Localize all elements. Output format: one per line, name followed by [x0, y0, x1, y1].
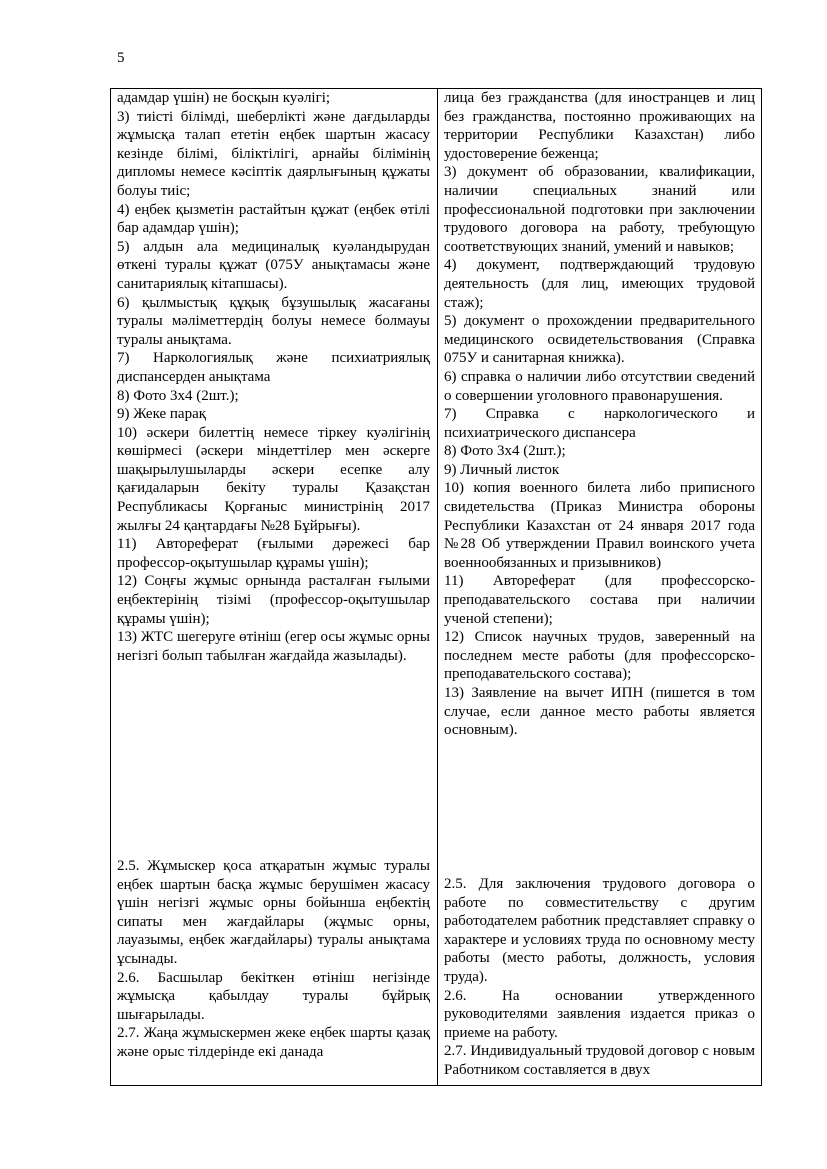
russian-paragraph: 7) Справка с наркологического и психиатрического диспансера [444, 406, 755, 441]
kazakh-paragraph: адамдар үшін) не босқын куәлігі; [117, 90, 331, 106]
kazakh-paragraph: 13) ЖТС шегеруге өтініш (егер осы жұмыс орны негізгі болып табылған жағдайда жазылады). [117, 629, 430, 664]
kazakh-section-2 [117, 857, 430, 1062]
kazakh-clause: 2.7. Жаңа жұмыскермен жеке еңбек шарты қазақ және орыс тілдерінде екі данада [117, 1025, 430, 1060]
russian-paragraph: 12) Список научных трудов, заверенный на последнем месте работы (для профессорско-преподавательского состава); [444, 629, 755, 683]
column-divider [437, 89, 438, 1085]
page-number: 5 [117, 50, 125, 66]
russian-paragraph: лица без гражданства (для иностранцев и лиц без гражданства, постоянно проживающих на территории Республики Казахстан) либо удостоверение беженца; [444, 90, 755, 162]
russian-list [444, 89, 755, 740]
bilingual-table [110, 88, 762, 1086]
russian-paragraph: 4) документ, подтверждающий трудовую деятельность (для лиц, имеющих трудовой стаж); [444, 257, 755, 311]
russian-paragraph: 10) копия военного билета либо приписного свидетельства (Приказ Министра обороны Республики Казахстан от 24 января 2017 года №28 Об утверждении Правил воинского учета военнообязанных и призывников) [444, 480, 755, 571]
kazakh-clause: 2.5. Жұмыскер қоса атқаратын жұмыс туралы еңбек шартын басқа жұмыс берушімен жасасу үшін негізгі жұмыс орны бойынша еңбектің сипаты мен жағдайлары (жұмыс орны, лауазымы, еңбек жағдайлары) туралы анықтама ұсынады. [117, 858, 430, 967]
kazakh-paragraph: 3) тиісті білімді, шеберлікті және дағдыларды жұмысқа талап ететін еңбек шартын жасасу кезінде білімі, біліктілігі, арнайы білімінің дипломы немесе кәсіптік даярлығының құжаты болуы тиіс; [117, 108, 430, 199]
kazakh-paragraph: 5) алдын ала медициналық куәландырудан өткені туралы құжат (075У анықтамасы және санитариялық кітапшасы). [117, 238, 430, 292]
russian-paragraph: 9) Личный листок [444, 461, 560, 478]
russian-paragraph: 8) Фото 3х4 (2шт.); [444, 443, 566, 460]
russian-clause: 2.7. Индивидуальный трудовой договор с новым Работником составляется в двух [444, 1043, 755, 1078]
kazakh-paragraph: 6) қылмыстық құқық бұзушылық жасағаны туралы мәліметтердің болуы немесе болмауы туралы анықтама. [117, 294, 430, 348]
russian-column [444, 89, 755, 1078]
kazakh-paragraph: 4) еңбек қызметін растайтын құжат (еңбек өтілі бар адамдар үшін); [117, 201, 430, 237]
kazakh-paragraph: 8) Фото 3х4 (2шт.); [117, 387, 239, 404]
kazakh-paragraph: 9) Жеке парақ [117, 406, 207, 423]
russian-paragraph: 13) Заявление на вычет ИПН (пишется в том случае, если данное место работы является основным). [444, 685, 755, 739]
russian-paragraph: 6) справка о наличии либо отсутствии сведений о совершении уголовного правонарушения. [444, 368, 755, 404]
kazakh-paragraph: 12) Соңғы жұмыс орнында расталған ғылыми еңбектерінің тізімі (профессор-оқытушылар құрамы үшін); [117, 573, 430, 627]
russian-paragraph: 11) Автореферат (для профессорско-преподавательского состава при наличии ученой степени); [444, 573, 755, 627]
russian-paragraph: 3) документ об образовании, квалификации, наличии специальных знаний или профессиональной подготовки при заключении трудового договора на работу, требующую соответствующих знаний, умений и навыков; [444, 164, 755, 255]
russian-paragraph: 5) документ о прохождении предварительного медицинского освидетельствования (Справка 075У и санитарная книжка). [444, 313, 755, 367]
kazakh-column [117, 89, 430, 1060]
kazakh-clause: 2.6. Басшылар бекіткен өтініш негізінде жұмысқа қабылдау туралы бұйрық шығарылады. [117, 969, 430, 1023]
kazakh-list [117, 89, 430, 665]
kazakh-paragraph: 10) әскери билеттің немесе тіркеу куәлігінің көшірмесі (әскери міндеттілер мен әскерге шақырылушыларды әскери есепке алу қағидаларын бекіту туралы Қазақстан Республикасы Қорғаныс министрінің 2017 жылғы 24 қаңтардағы №28 Бұйрығы). [117, 424, 430, 534]
kazakh-paragraph: 11) Автореферат (ғылыми дәрежесі бар профессор-оқытушылар құрамы үшін); [117, 536, 430, 571]
russian-section-2 [444, 875, 755, 1080]
russian-clause: 2.6. На основании утвержденного руководителями заявления издается приказ о приеме на работу. [444, 987, 755, 1041]
russian-clause: 2.5. Для заключения трудового договора о работе по совместительству с другим работодателем работник представляет справку о характере и условиях труда по основному месту работы (место работы, должность, условия труда). [444, 876, 755, 985]
kazakh-paragraph: 7) Наркологиялық және психиатриялық диспансерден анықтама [117, 350, 430, 385]
